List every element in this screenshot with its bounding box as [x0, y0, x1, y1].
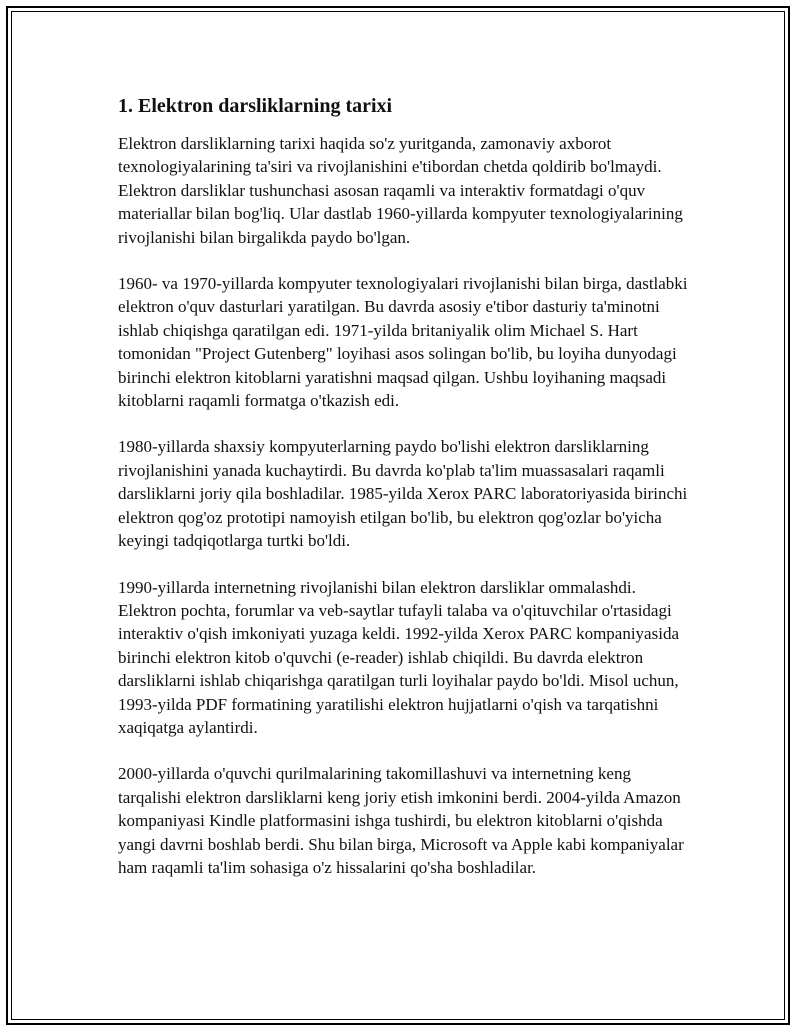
paragraph: 1960- va 1970-yillarda kompyuter texnologiyalari rivojlanishi bilan birga, dastlabki elektron o'quv dasturlari yaratilgan. Bu davrda asosiy e'tibor dasturiy ta'minotni ishlab chiqishga qaratilgan edi. 1971-yilda britaniyalik olim Michael S. Hart tomonidan "Project Gutenberg" loyihasi asos solingan bo'lib, bu loyiha dunyodagi birinchi elektron kitoblarni yaratishni maqsad qilgan. Ushbu loyihaning maqsadi kitoblarni raqamli formatga o'tkazish edi. [118, 274, 688, 411]
paragraph: Elektron darsliklarning tarixi haqida so'z yuritganda, zamonaviy axborot texnologiyalarining ta'siri va rivojlanishini e'tibordan chetda qoldirib bo'lmaydi. Elektron darsliklar tushunchasi asosan raqamli va interaktiv formatdagi o'quv materiallar bilan bog'liq. Ular dastlab 1960-yillarda kompyuter texnologiyalarining rivojlanishi bilan birgalikda paydo bo'lgan. [118, 134, 683, 247]
paragraph: 1980-yillarda shaxsiy kompyuterlarning paydo bo'lishi elektron darsliklarning rivojlanishini yanada kuchaytirdi. Bu davrda ko'plab ta'lim muassasalari raqamli darsliklarni joriy qila boshladilar. 1985-yilda Xerox PARC laboratoriyasida birinchi elektron qog'oz prototipi namoyish etilgan bo'lib, bu elektron qog'ozlar bo'yicha keyingi tadqiqotlarga turtki bo'ldi. [118, 437, 688, 551]
document-body [118, 92, 698, 902]
paragraph: 2000-yillarda o'quvchi qurilmalarining takomillashuvi va internetning keng tarqalishi elektron darsliklarni keng joriy etish imkonini berdi. 2004-yilda Amazon kompaniyasi Kindle platformasini ishga tushirdi, bu elektron kitoblarni o'qishda yangi davrni boshlab berdi. Shu bilan birga, Microsoft va Apple kabi kompaniyalar ham raqamli ta'lim sohasiga o'z hissalarini qo'sha boshladilar. [118, 764, 684, 877]
paragraph: 1990-yillarda internetning rivojlanishi bilan elektron darsliklar ommalashdi. Elektron pochta, forumlar va veb-saytlar tufayli talaba va o'qituvchilar o'rtasidagi interaktiv o'qish imkoniyati yuzaga keldi. 1992-yilda Xerox PARC kompaniyasida birinchi elektron kitob o'quvchi (e-reader) ishlab chiqildi. Bu davrda elektron darsliklarni ishlab chiqarishga qaratilgan turli loyihalar paydo bo'ldi. Misol uchun, 1993-yilda PDF formatining yaratilishi elektron hujjatlarni o'qish va tarqatishni xaqiqatga aylantirdi. [118, 577, 679, 737]
section-heading: 1. Elektron darsliklarning tarixi [118, 95, 393, 117]
